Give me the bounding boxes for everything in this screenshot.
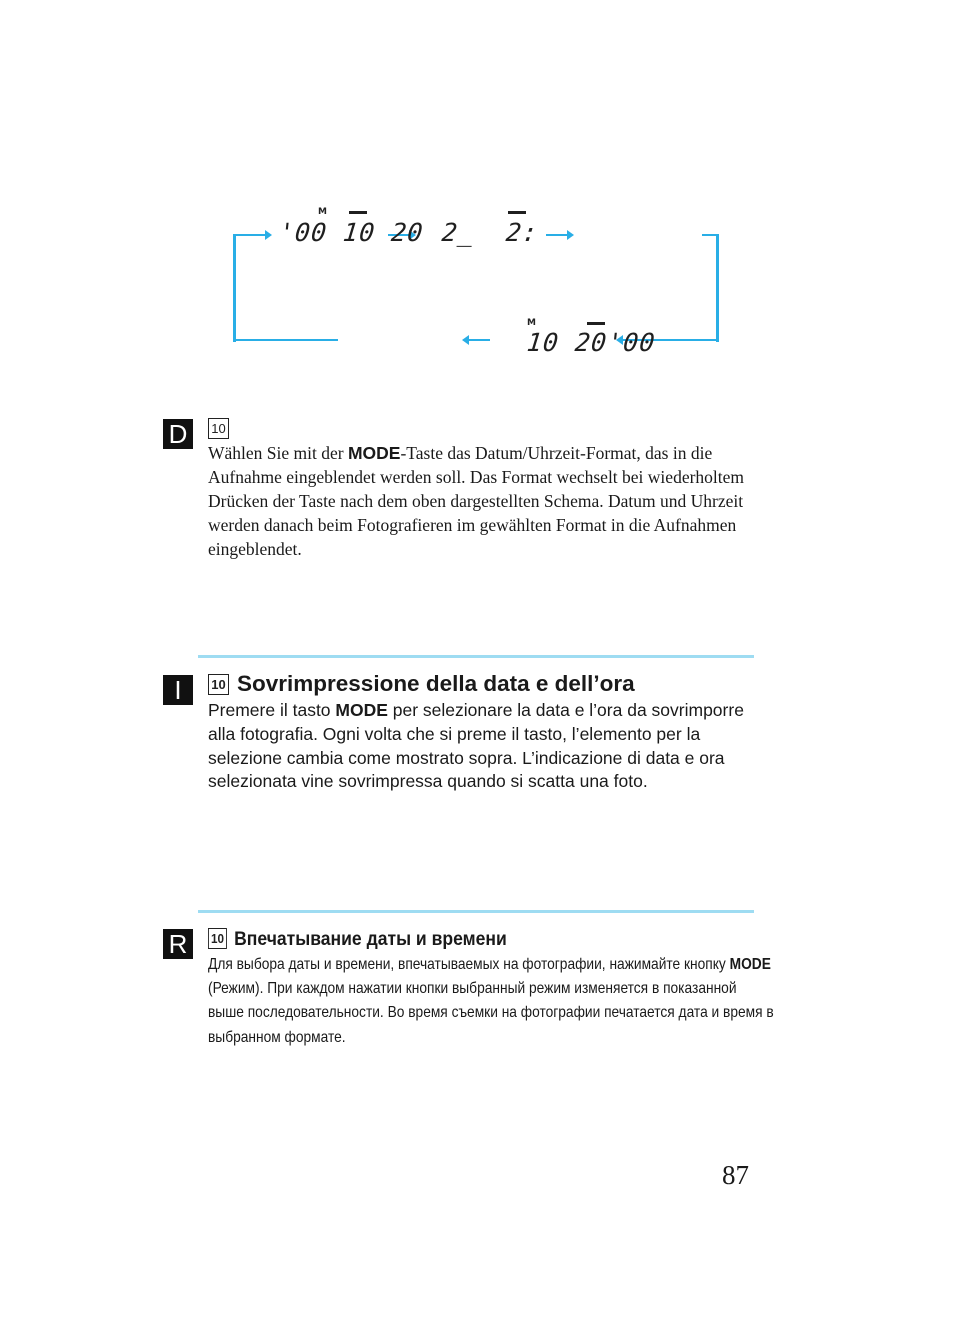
russian-title-text: Впечатывание даты и времени <box>234 928 507 950</box>
lcd-state-1: '00 10 20 <box>277 218 425 247</box>
divider-italian <box>198 655 754 658</box>
month-marker-3: M <box>527 318 536 328</box>
mode-label: MODE <box>729 956 771 973</box>
segment-bar-2 <box>508 211 526 214</box>
italian-title <box>208 669 748 699</box>
mode-label: MODE <box>347 443 401 463</box>
step-number-badge: 10 <box>208 674 229 695</box>
arrow-state-2-to-3 <box>546 234 568 236</box>
italian-text-part1: Premere il tasto <box>208 700 336 720</box>
lcd-state-2: 2_ 2: <box>440 218 540 247</box>
german-text-part2: -Taste das Datum/Uhrzeit-Format, das in die Aufnahme eingeblendet werden soll. Das Format wechselt bei wiederholtem Drücken der Taste nach dem oben dargestellten Schema. Datum und Uhrzeit werden danach beim Fotografieren im gewählten Format in die Aufnahmen eingeblendet. <box>208 443 745 559</box>
german-body <box>208 441 778 561</box>
russian-text-part1: Для выбора даты и времени, впечатываемых на фотографии, нажимайте кнопку <box>208 956 730 973</box>
month-marker-1: M <box>318 207 327 217</box>
lcd-state-3: 10 20'00 <box>525 328 657 357</box>
italian-body <box>208 699 748 794</box>
lang-tag-german: D <box>163 419 193 449</box>
loop-left-vertical <box>233 234 236 342</box>
lang-tag-italian: I <box>163 675 193 705</box>
loop-right-vertical <box>716 234 719 342</box>
german-heading <box>208 418 788 440</box>
divider-russian <box>198 910 754 913</box>
lang-tag-russian: R <box>163 929 193 959</box>
german-section <box>208 418 788 561</box>
segment-bar-1 <box>349 211 367 214</box>
german-text-part1: Wählen Sie mit der <box>208 443 348 463</box>
arrow-into-state-1 <box>236 234 266 236</box>
italian-section <box>208 669 748 794</box>
loop-bottom-left <box>233 339 338 341</box>
page-number: 87 <box>722 1160 749 1190</box>
mode-label: MODE <box>335 700 388 720</box>
italian-title-text: Sovrimpressione della data e dell’ora <box>237 671 635 696</box>
italian-text-part2: per selezionare la data e l’ora da sovrimporre alla fotografia. Ogni volta che si preme il tasto, l’elemento per la selezione cambia come mostrato sopra. L’indicazione di data e ora selezionata vine sovrimpressa quando si scatta una foto. <box>208 700 744 792</box>
step-number-badge: 10 <box>208 418 229 439</box>
russian-title <box>208 925 730 953</box>
russian-body <box>208 953 776 1050</box>
russian-section <box>208 925 788 1050</box>
loop-right-top <box>702 234 719 236</box>
arrow-state-3-out <box>468 339 490 341</box>
russian-text-part2: (Режим). При каждом нажатии кнопки выбранный режим изменяется в показанной выше последовательности. Во время съемки на фотографии печатается дата и время в выбранном формате. <box>208 980 774 1046</box>
step-number-badge: 10 <box>208 928 227 949</box>
segment-bar-3 <box>587 322 605 325</box>
